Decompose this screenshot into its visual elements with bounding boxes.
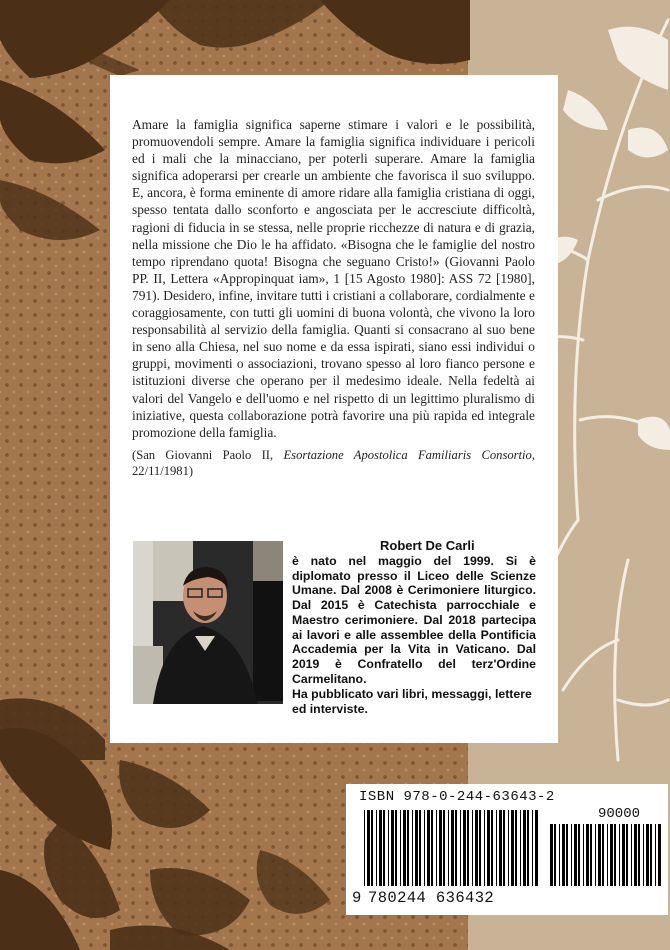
price-code: 90000 <box>598 806 641 822</box>
barcode-bar <box>479 810 481 886</box>
barcode-bar <box>622 824 625 886</box>
barcode-bar <box>395 810 397 886</box>
barcode-bar <box>412 810 413 886</box>
barcode-bar <box>460 810 461 886</box>
barcode-bar <box>388 810 389 886</box>
barcode-first-digit: 9 <box>352 889 362 907</box>
citation-suffix: , 22/11/1981) <box>132 448 535 478</box>
barcode-bar <box>515 810 517 886</box>
barcode-bar <box>586 824 589 886</box>
barcode-bar <box>376 810 377 886</box>
barcode-bar <box>631 824 632 886</box>
barcode-bar <box>491 810 493 886</box>
barcode-bar <box>487 810 490 886</box>
barcode-bar <box>443 810 445 886</box>
barcode-bar <box>503 810 505 886</box>
barcode-bar <box>619 824 620 886</box>
barcode-bar <box>554 824 556 886</box>
barcode-bar <box>391 810 394 886</box>
barcode-bar <box>583 824 584 886</box>
barcode-bar <box>655 824 656 886</box>
isbn-label: ISBN 978-0-244-63643-2 <box>359 789 555 805</box>
barcode-bar <box>472 810 473 886</box>
barcode-bar <box>424 810 425 886</box>
barcode-bar <box>371 810 373 886</box>
author-bio: è nato nel maggio del 1999. Si è diplomato presso il Liceo delle Scienze Umane. Dal 2008 è Cerimoniere liturgico. Dal 2015 è Catechista parrocchiale e Maestro cerimoniere. Dal 2018 partecipa ai lavori e alle assemblee della Pontificia Accademia per la Vita in Vaticano. Dal 2019 è Confratello del terz'Ordine Carmelitano. <box>292 554 536 686</box>
barcode-bar <box>562 824 565 886</box>
leaf-decoration-left <box>0 60 110 760</box>
barcode-bar <box>475 810 478 886</box>
barcode-bar <box>574 824 577 886</box>
barcode-bar <box>607 824 608 886</box>
barcode-bar <box>508 810 509 886</box>
barcode-bar <box>643 824 644 886</box>
author-name: Robert De Carli <box>380 538 475 553</box>
barcode-bar <box>566 824 568 886</box>
barcode-bar <box>400 810 401 886</box>
citation-title: Esortazione Apostolica Familiaris Consortio <box>283 448 532 462</box>
barcode-bar <box>427 810 430 886</box>
barcode-bar <box>511 810 514 886</box>
barcode-bar <box>419 810 421 886</box>
barcode-bar <box>602 824 604 886</box>
barcode-bar <box>407 810 409 886</box>
barcode-bar <box>527 810 529 886</box>
barcode-bar <box>638 824 640 886</box>
barcode-digits: 780244 636432 <box>368 889 495 907</box>
barcode-bar <box>436 810 437 886</box>
barcode-bar <box>415 810 418 886</box>
quote-body-text: Amare la famiglia significa saperne stimare i valori e le possibilità, promuovendoli sempre. Amare la famiglia significa individuare i pericoli ed i mali che la minacciano, per poterli superare. Amare la famiglia significa adoperarsi per crearle un ambiente che favorisca il suo sviluppo. E, ancora, è forma eminente di amore ridare alla famiglia cristiana di oggi, spesso tentata dallo sconforto e angosciata per le accresciute difficoltà, ragioni di fiducia in se stessa, nelle proprie ricchezze di natura e di grazia, nella missione che Dio le ha affidato. «Bisogna che le famiglie del nostro tempo riprendano quota! Bisogna che seguano Cristo!» (Giovanni Paolo PP. II, Lettera «Appropinquat iam», 1 [15 Agosto 1980]: ASS 72 [1980], 791). Desidero, infine, invitare tutti i cristiani a collaborare, cordialmente e coraggiosamente, con tutti gli uomini di buona volontà, che vivono la loro responsabilità al servizio della famiglia. Quanti si consacrano al suo bene in seno alla Chiesa, nel suo nome e da essa ispirati, siano essi individui o gruppi, movimenti o associazioni, trovano spesso al loro fianco persone e istituzioni diverse che operano per il medesimo ideale. Nella fedeltà ai valori del Vangelo e dell'uomo e nel rispetto di un legittimo pluralismo di iniziative, questa collaborazione potrà favorire una più rapida ed integrale promozione della famiglia. <box>132 117 535 440</box>
barcode-bar <box>379 810 382 886</box>
barcode-bar <box>595 824 596 886</box>
barcode-bar <box>367 810 370 886</box>
barcode-bar <box>610 824 613 886</box>
barcode-bar <box>598 824 601 886</box>
author-photo-image <box>133 541 283 704</box>
barcode-bar <box>550 824 553 886</box>
barcode-bar <box>590 824 592 886</box>
barcode-bar <box>626 824 628 886</box>
barcode-bar <box>439 810 442 886</box>
barcode-bar <box>463 810 466 886</box>
barcode-bar <box>467 810 469 886</box>
barcode-bar <box>571 824 572 886</box>
barcode-bar <box>403 810 406 886</box>
barcode-bar <box>431 810 433 886</box>
barcode-bar <box>448 810 449 886</box>
barcode-bar <box>614 824 616 886</box>
barcode-bar <box>646 824 649 886</box>
citation-prefix: (San Giovanni Paolo II, <box>132 448 284 462</box>
barcode-bar <box>535 810 538 886</box>
barcode-bar <box>499 810 502 886</box>
author-photo <box>133 541 283 704</box>
barcode-bar <box>484 810 485 886</box>
barcode-bar <box>451 810 454 886</box>
quote-citation <box>132 447 535 479</box>
barcode-bar <box>383 810 385 886</box>
barcode-bar <box>634 824 637 886</box>
barcode-bar <box>532 810 533 886</box>
barcode-bar <box>520 810 521 886</box>
barcode-bar <box>658 824 661 886</box>
barcode-bar <box>496 810 497 886</box>
barcode-bar <box>455 810 457 886</box>
barcode-bar <box>578 824 580 886</box>
barcode-bar <box>559 824 560 886</box>
barcode-bar <box>364 810 365 886</box>
barcode-bar <box>650 824 652 886</box>
barcode-bar <box>523 810 526 886</box>
author-publications: Ha pubblicato vari libri, messaggi, lettere ed interviste. <box>292 687 532 716</box>
